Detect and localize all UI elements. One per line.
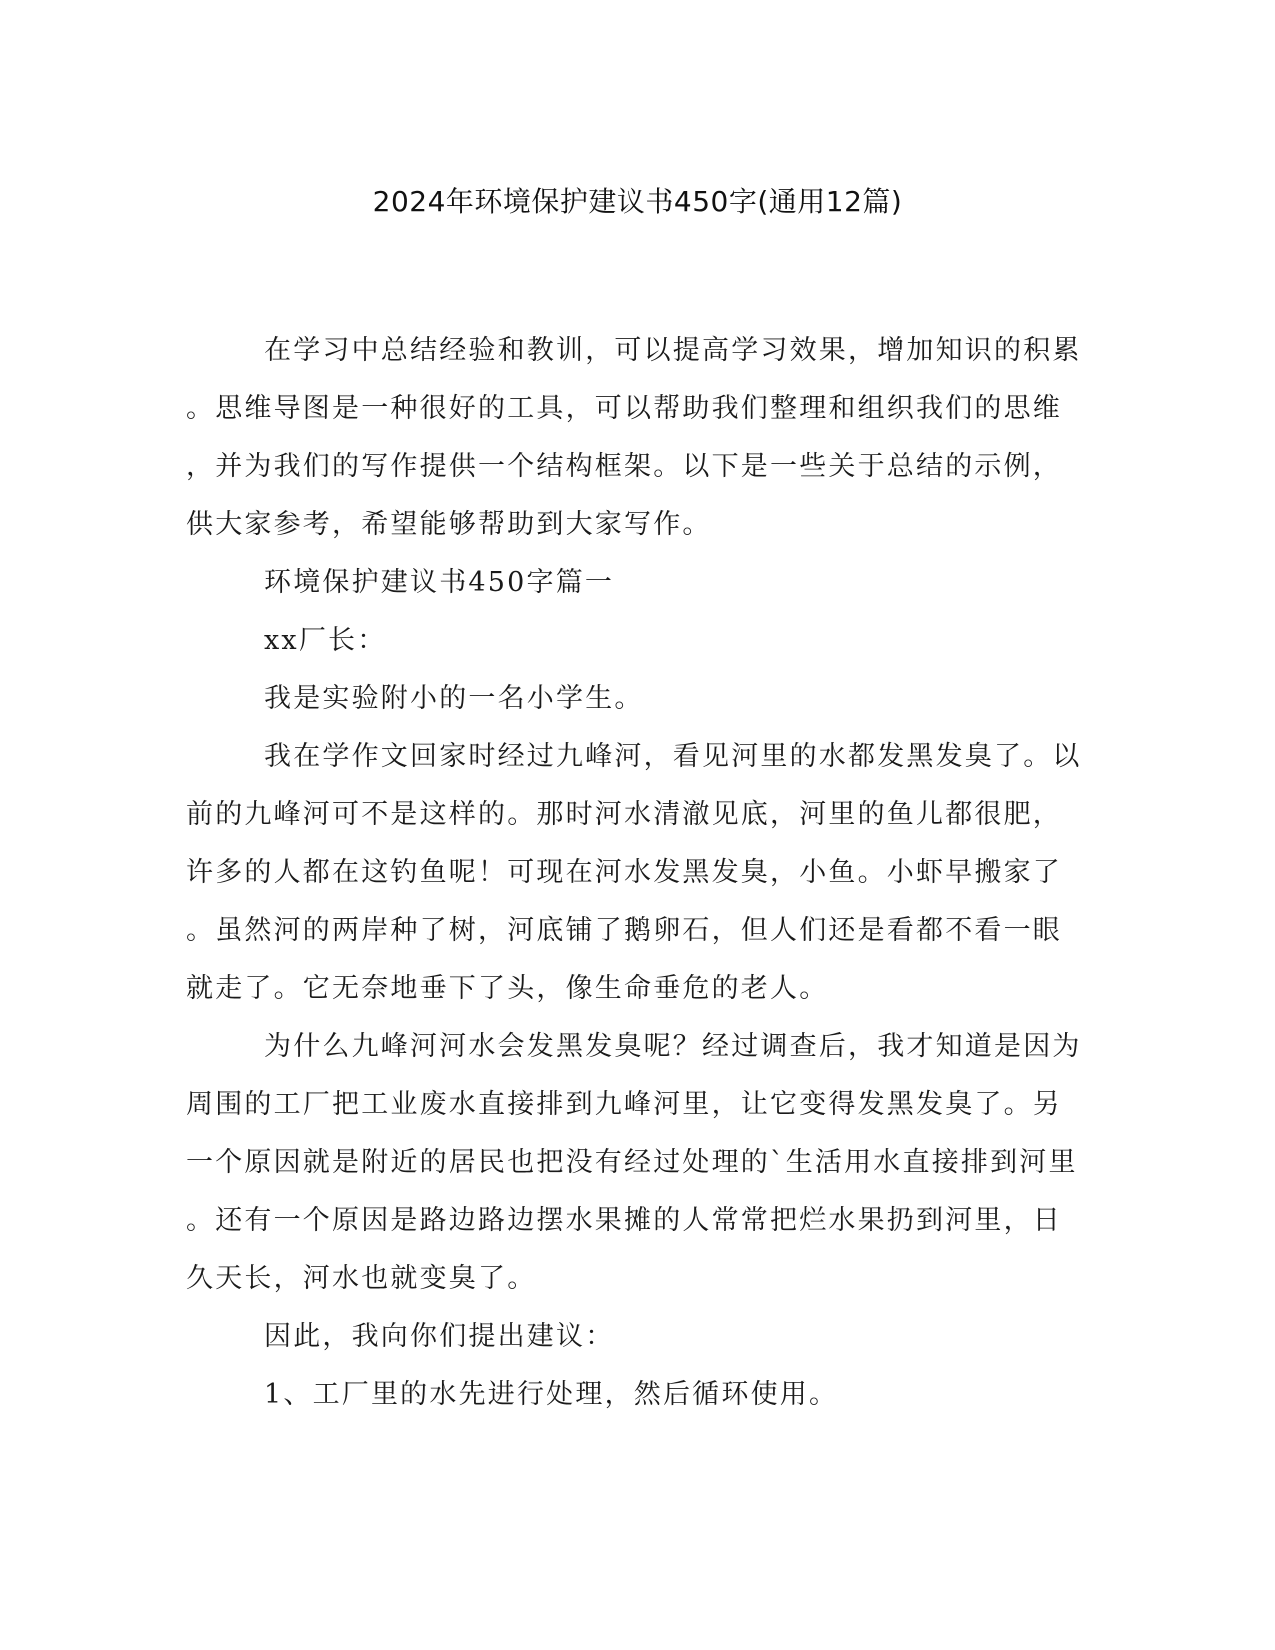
section-heading: 环境保护建议书450字篇一 [264, 567, 615, 598]
paragraph-line: 因此，我向你们提出建议： [264, 1321, 615, 1352]
paragraph-line: 为什么九峰河河水会发黑发臭呢？经过调查后，我才知道是因为 [264, 1031, 1082, 1062]
paragraph-line: 。还有一个原因是路边路边摆水果摊的人常常把烂水果扔到河里，日 [186, 1205, 1062, 1236]
list-item: 1、工厂里的水先进行处理，然后循环使用。 [264, 1379, 839, 1410]
salutation: xx厂长： [264, 625, 387, 656]
paragraph-line: 一个原因就是附近的居民也把没有经过处理的`生活用水直接排到河里 [186, 1147, 1078, 1178]
paragraph-line: 供大家参考，希望能够帮助到大家写作。 [186, 509, 712, 540]
paragraph-line: 我在学作文回家时经过九峰河，看见河里的水都发黑发臭了。以 [264, 741, 1082, 772]
document-title: 2024年环境保护建议书450字(通用12篇) [372, 185, 903, 218]
paragraph-line: ，并为我们的写作提供一个结构框架。以下是一些关于总结的示例， [186, 451, 1062, 482]
paragraph-line: 前的九峰河可不是这样的。那时河水清澈见底，河里的鱼儿都很肥， [186, 799, 1062, 830]
paragraph-line: 。思维导图是一种很好的工具，可以帮助我们整理和组织我们的思维 [186, 393, 1062, 424]
paragraph-line: 在学习中总结经验和教训，可以提高学习效果，增加知识的积累 [264, 335, 1082, 366]
paragraph-line: 就走了。它无奈地垂下了头，像生命垂危的老人。 [186, 973, 829, 1004]
paragraph-line: 。虽然河的两岸种了树，河底铺了鹅卵石，但人们还是看都不看一眼 [186, 915, 1062, 946]
paragraph-line: 久天长，河水也就变臭了。 [186, 1263, 537, 1294]
document-body [186, 322, 1082, 1424]
paragraph-line: 周围的工厂把工业废水直接排到九峰河里，让它变得发黑发臭了。另 [186, 1089, 1062, 1120]
paragraph-line: 我是实验附小的一名小学生。 [264, 683, 644, 714]
paragraph-line: 许多的人都在这钓鱼呢！可现在河水发黑发臭，小鱼。小虾早搬家了 [186, 857, 1062, 888]
